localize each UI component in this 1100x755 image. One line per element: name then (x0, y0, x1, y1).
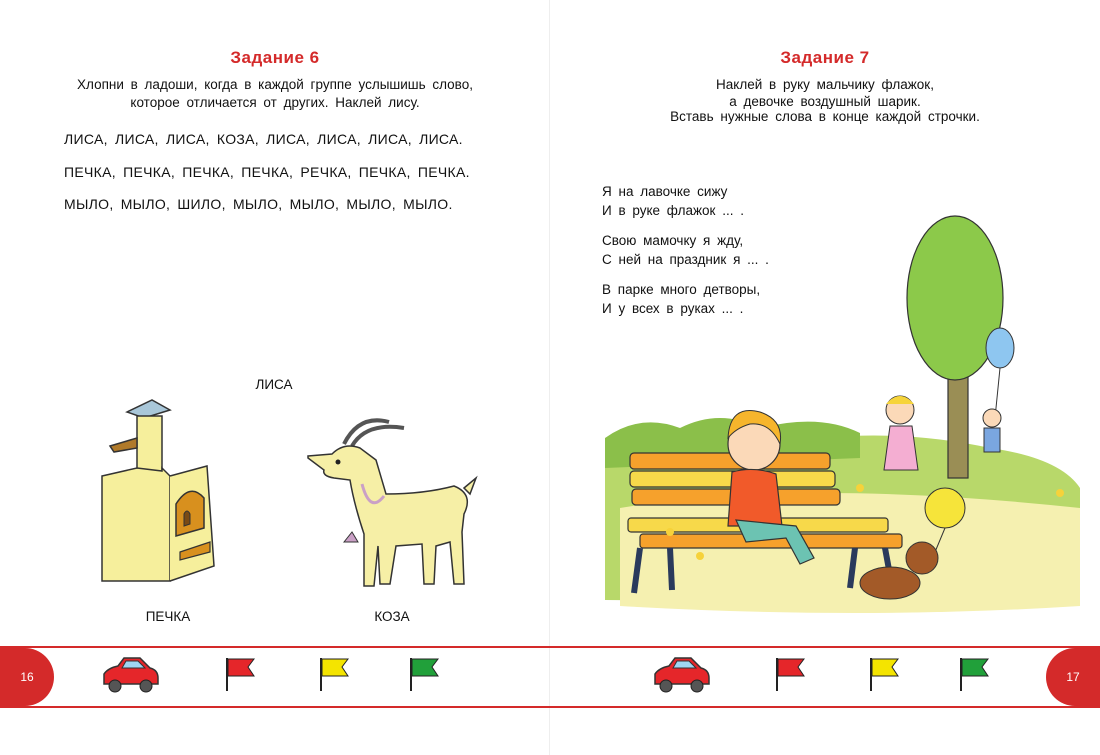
green-flag-icon (408, 656, 440, 692)
word-line-1: ЛИСА, ЛИСА, ЛИСА, КОЗА, ЛИСА, ЛИСА, ЛИСА, ЛИСА. (64, 131, 463, 147)
poem-line: В парке много детворы, (602, 282, 761, 297)
park-scene-illustration (600, 208, 1095, 620)
poem-line: И в руке флажок ... . (602, 203, 744, 218)
task-7-title: Задание 7 (780, 48, 870, 67)
red-flag-icon (774, 656, 806, 692)
page-number-right: 17 (1046, 648, 1100, 706)
red-flag-icon (224, 656, 256, 692)
task-7-instruction-line3: Вставь нужные слова в конце каждой строчки. (670, 109, 980, 124)
car-icon (100, 656, 160, 696)
yellow-flag-icon (868, 656, 900, 692)
poem-line: И у всех в руках ... . (602, 301, 744, 316)
word-line-3: МЫЛО, МЫЛО, ШИЛО, МЫЛО, МЫЛО, МЫЛО, МЫЛО. (64, 196, 453, 212)
green-flag-icon (958, 656, 990, 692)
word-line-2: ПЕЧКА, ПЕЧКА, ПЕЧКА, ПЕЧКА, РЕЧКА, ПЕЧКА, ПЕЧКА. (64, 164, 470, 180)
yellow-flag-icon (318, 656, 350, 692)
stove-label: ПЕЧКА (145, 609, 191, 624)
task-6-instruction-line2: которое отличается от других. Наклей лису. (130, 95, 420, 110)
poem-line: Свою мамочку я жду, (602, 233, 744, 248)
poem-line: С ней на праздник я ... . (602, 252, 769, 267)
right-page (550, 0, 1100, 755)
task-6-title: Задание 6 (230, 48, 320, 67)
task-7-instruction-line1: Наклей в руку мальчику флажок, (716, 77, 934, 92)
car-icon (651, 656, 711, 696)
footer-bottom-rule (0, 706, 1100, 708)
stove-illustration (92, 396, 222, 588)
page-number-left: 16 (0, 648, 54, 706)
footer-top-rule (0, 646, 1100, 648)
task-6-instruction-line1: Хлопни в ладоши, когда в каждой группе услышишь слово, (77, 77, 473, 92)
task-7-instruction-line2: а девочке воздушный шарик. (729, 94, 921, 109)
goat-label: КОЗА (374, 609, 410, 624)
poem-line: Я на лавочке сижу (602, 184, 728, 199)
sticker-place-label: ЛИСА (255, 377, 293, 392)
goat-illustration (304, 414, 479, 590)
